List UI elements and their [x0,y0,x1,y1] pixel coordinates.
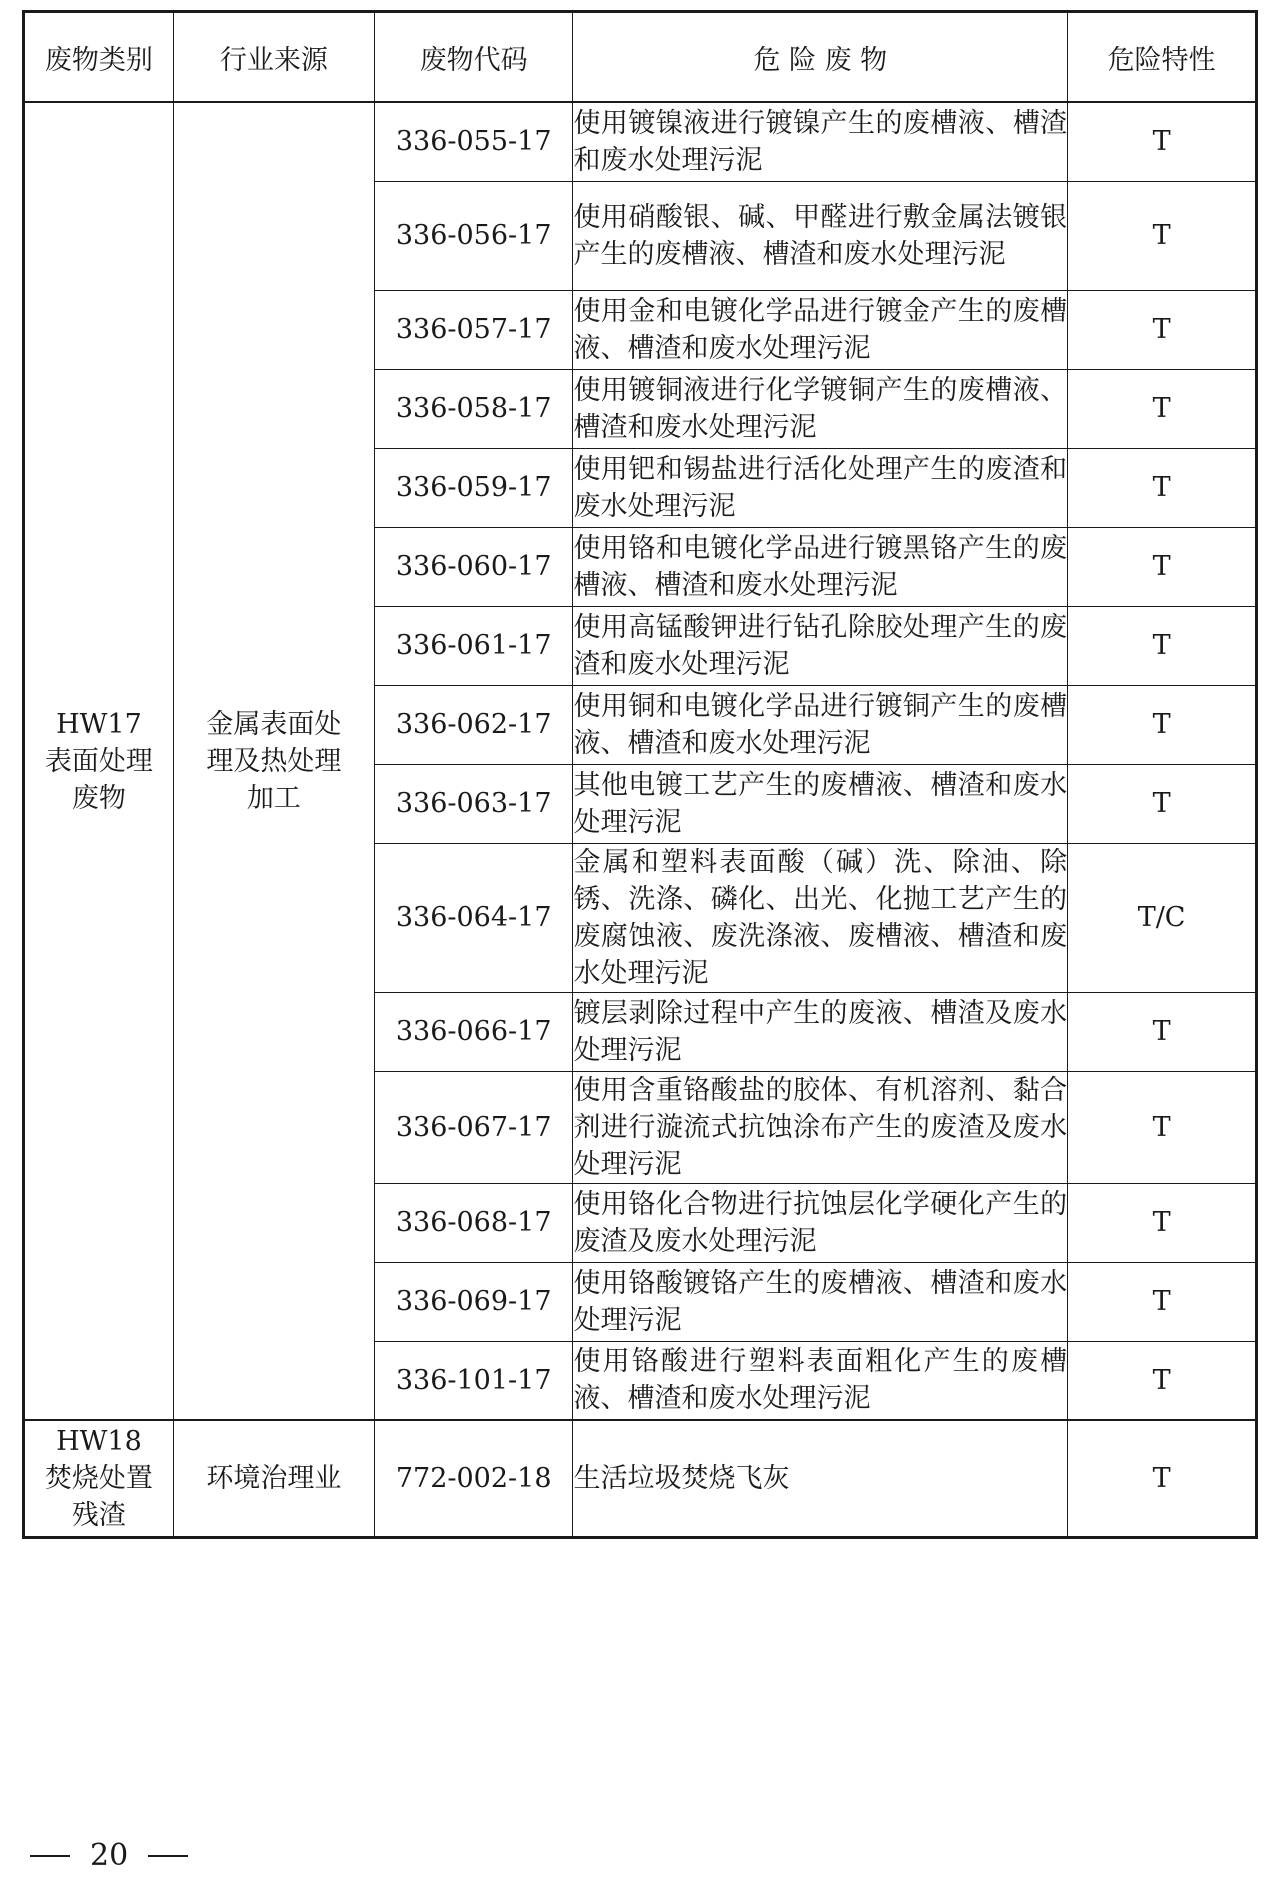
waste-code-cell: 336-057-17 [374,290,573,369]
hazard-characteristic-cell: T [1068,448,1257,527]
table-row [24,1420,1257,1537]
header-industry: 行业来源 [173,12,374,103]
hazard-characteristic-cell: T [1068,764,1257,843]
table-row [24,102,1257,181]
hazard-characteristic-cell: T [1068,685,1257,764]
waste-category-cell: HW18 焚烧处置 残渣 [24,1420,174,1537]
hazardous-waste-description-cell: 使用硝酸银、碱、甲醛进行敷金属法镀银产生的废槽液、槽渣和废水处理污泥 [573,181,1068,290]
hazardous-waste-description-cell: 镀层剥除过程中产生的废液、槽渣及废水处理污泥 [573,992,1068,1071]
hazardous-waste-description-cell: 使用铬和电镀化学品进行镀黑铬产生的废槽液、槽渣和废水处理污泥 [573,527,1068,606]
hazardous-waste-description-cell: 使用高锰酸钾进行钻孔除胶处理产生的废渣和废水处理污泥 [573,606,1068,685]
hazardous-waste-description-cell: 使用铬酸镀铬产生的废槽液、槽渣和废水处理污泥 [573,1262,1068,1341]
waste-category-cell: HW17 表面处理 废物 [24,102,174,1420]
hazardous-waste-description-cell: 使用含重铬酸盐的胶体、有机溶剂、黏合剂进行漩流式抗蚀涂布产生的废渣及废水处理污泥 [573,1071,1068,1183]
hazard-characteristic-cell: T [1068,1071,1257,1183]
hazard-characteristic-cell: T/C [1068,843,1257,992]
hazard-characteristic-cell: T [1068,606,1257,685]
waste-code-cell: 336-060-17 [374,527,573,606]
hazardous-waste-description-cell: 使用钯和锡盐进行活化处理产生的废渣和废水处理污泥 [573,448,1068,527]
page-footer [30,1838,188,1873]
waste-code-cell: 336-066-17 [374,992,573,1071]
hazardous-waste-table [22,10,1258,1539]
hazard-characteristic-cell: T [1068,1420,1257,1537]
hazard-characteristic-cell: T [1068,1183,1257,1262]
waste-code-cell: 336-056-17 [374,181,573,290]
table-header-row [24,12,1257,103]
header-code: 废物代码 [374,12,573,103]
waste-code-cell: 772-002-18 [374,1420,573,1537]
hazard-characteristic-cell: T [1068,102,1257,181]
hazard-characteristic-cell: T [1068,290,1257,369]
waste-code-cell: 336-059-17 [374,448,573,527]
hazard-characteristic-cell: T [1068,1341,1257,1420]
hazardous-waste-description-cell: 使用铬化合物进行抗蚀层化学硬化产生的废渣及废水处理污泥 [573,1183,1068,1262]
industry-source-cell: 环境治理业 [173,1420,374,1537]
hazardous-waste-description-cell: 使用铜和电镀化学品进行镀铜产生的废槽液、槽渣和废水处理污泥 [573,685,1068,764]
waste-code-cell: 336-064-17 [374,843,573,992]
page-number-dash-right [148,1855,188,1857]
hazardous-waste-description-cell: 使用铬酸进行塑料表面粗化产生的废槽液、槽渣和废水处理污泥 [573,1341,1068,1420]
waste-code-cell: 336-061-17 [374,606,573,685]
hazard-characteristic-cell: T [1068,992,1257,1071]
hazardous-waste-description-cell: 生活垃圾焚烧飞灰 [573,1420,1068,1537]
waste-code-cell: 336-063-17 [374,764,573,843]
hazardous-waste-description-cell: 使用镀铜液进行化学镀铜产生的废槽液、槽渣和废水处理污泥 [573,369,1068,448]
hazard-characteristic-cell: T [1068,1262,1257,1341]
page-number: 20 [90,1838,129,1873]
waste-code-cell: 336-067-17 [374,1071,573,1183]
hazardous-waste-description-cell: 金属和塑料表面酸（碱）洗、除油、除锈、洗涤、磷化、出光、化抛工艺产生的废腐蚀液、废洗涤液、废槽液、槽渣和废水处理污泥 [573,843,1068,992]
hazard-characteristic-cell: T [1068,181,1257,290]
hazard-characteristic-cell: T [1068,527,1257,606]
hazard-characteristic-cell: T [1068,369,1257,448]
table-body [24,102,1257,1537]
waste-code-cell: 336-058-17 [374,369,573,448]
hazardous-waste-description-cell: 使用镀镍液进行镀镍产生的废槽液、槽渣和废水处理污泥 [573,102,1068,181]
hazardous-waste-description-cell: 其他电镀工艺产生的废槽液、槽渣和废水处理污泥 [573,764,1068,843]
header-waste: 危 险 废 物 [573,12,1068,103]
page-number-dash-left [30,1855,70,1857]
hazardous-waste-description-cell: 使用金和电镀化学品进行镀金产生的废槽液、槽渣和废水处理污泥 [573,290,1068,369]
waste-code-cell: 336-062-17 [374,685,573,764]
header-characteristic: 危险特性 [1068,12,1257,103]
header-category: 废物类别 [24,12,174,103]
waste-code-cell: 336-055-17 [374,102,573,181]
industry-source-cell: 金属表面处 理及热处理 加工 [173,102,374,1420]
waste-code-cell: 336-069-17 [374,1262,573,1341]
waste-code-cell: 336-101-17 [374,1341,573,1420]
waste-code-cell: 336-068-17 [374,1183,573,1262]
